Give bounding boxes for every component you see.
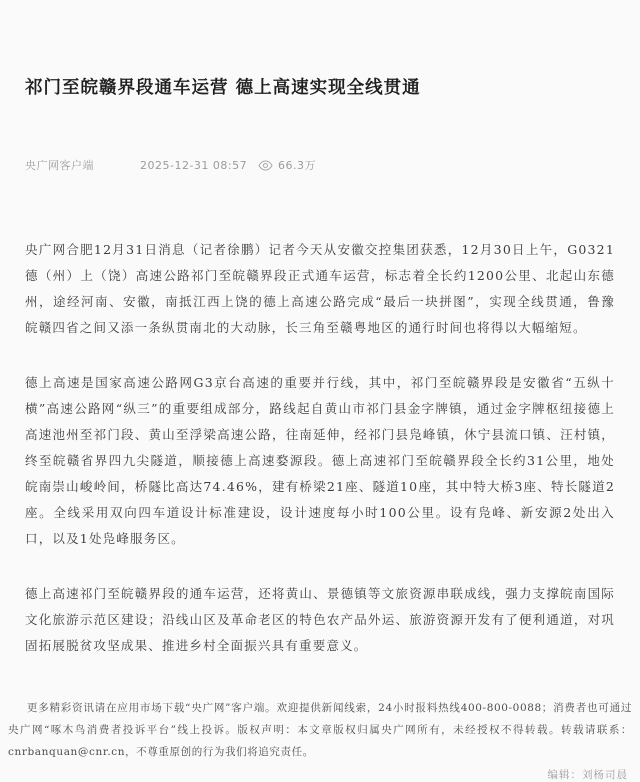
copyright-notice: 更多精彩资讯请在应用市场下载“央广网”客户端。欢迎提供新闻线索，24小时报料热线400-800-0088；消费者也可通过央广网“啄木鸟消费者投诉平台”线上投诉。版权声明：本文章版权归属央广网所有，未经授权不得转载。转载请联系：cnrbanquan@cnr.cn，不尊重原创的行为我们将追究责任。 [8,702,632,759]
editor-credit: 编辑：刘杨司晨 [547,769,628,782]
article-source[interactable]: 央广网客户端 [25,159,94,173]
publish-timestamp: 2025-12-31 08:57 [140,158,248,172]
view-count [258,157,316,173]
article-body [25,237,615,659]
article-paragraph: 央广网合肥12月31日消息（记者徐鹏）记者今天从安徽交控集团获悉，12月30日上午，G0321德（州）上（饶）高速公路祁门至皖赣界段正式通车运营，标志着全长约1200公里、北起山东德州，途经河南、安徽，南抵江西上饶的德上高速公路完成“最后一块拼图”，实现全线贯通，鲁豫皖赣四省之间又添一条纵贯南北的大动脉，长三角至赣粤地区的通行时间也将得以大幅缩短。 [25,242,615,336]
view-count-value: 66.3万 [278,159,316,173]
eye-icon [258,160,273,171]
article-paragraph: 德上高速祁门至皖赣界段的通车运营，还将黄山、景德镇等文旅资源串联成线，强力支撑皖南国际文化旅游示范区建设；沿线山区及革命老区的特色农产品外运、旅游资源开发有了便利通道，对巩固拓展脱贫攻坚成果、推进乡村全面振兴具有重要意义。 [25,586,615,654]
article-paragraph: 德上高速是国家高速公路网G3京台高速的重要并行线，其中，祁门至皖赣界段是安徽省“五纵十横”高速公路网“纵三”的重要组成部分，路线起自黄山市祁门县金字牌镇，通过金字牌枢纽接德上高速池州至祁门段、黄山至浮梁高速公路，往南延伸，经祁门县凫峰镇，休宁县流口镇、汪村镇，终至皖赣省界四九尖隧道，顺接德上高速婺源段。德上高速祁门至皖赣界段全长约31公里，地处皖南崇山峻岭间，桥隧比高达74.46%，建有桥梁21座、隧道10座，其中特大桥3座、特长隧道2座。全线采用双向四车道设计标准建设，设计速度每小时100公里。设有凫峰、新安源2处出入口，以及1处凫峰服务区。 [25,375,615,547]
article-title: 祁门至皖赣界段通车运营 德上高速实现全线贯通 [25,78,421,98]
article-footer [8,697,632,763]
article-meta-row [25,157,615,173]
